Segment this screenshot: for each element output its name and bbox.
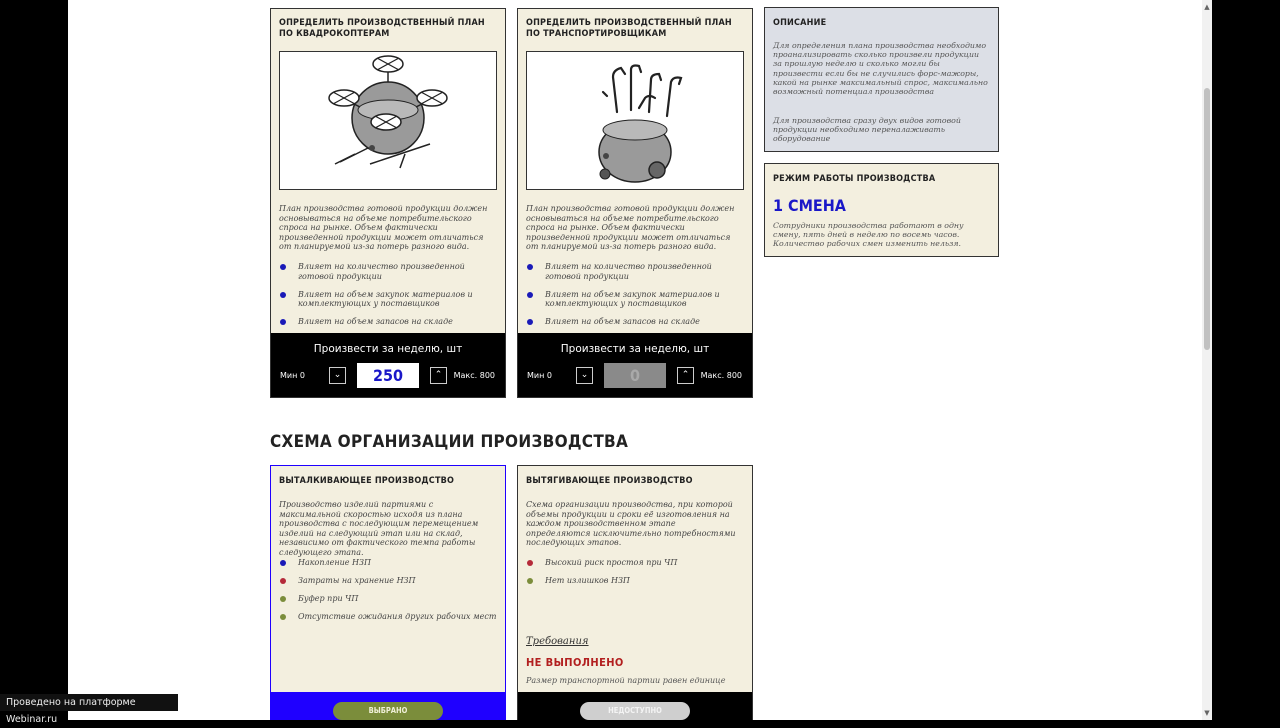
bullet-dot-icon [280, 578, 286, 584]
scheme-card-pull[interactable] [517, 465, 753, 720]
max-label: Макс. 800 [453, 371, 495, 380]
description-panel [764, 7, 999, 152]
chevron-up-icon: ⌃ [434, 370, 443, 380]
plan-card-title: ОПРЕДЕЛИТЬ ПРОИЗВОДСТВЕННЫЙ ПЛАН ПО ТРАНСПОРТИРОВЩИКАМ [526, 18, 732, 39]
bullet-dot-icon [280, 319, 286, 325]
description-paragraph: Для определения плана производства необходимо проанализировать сколько произвели продукции за прошлую неделю и сколько могли бы произвести если бы не случились форс-мажоры, какой на рынке максимальный спрос, максимально возможный потенциал производства [773, 41, 988, 97]
max-label: Макс. 800 [700, 371, 742, 380]
scheme-selected-bar [271, 692, 505, 720]
requirements-status: НЕ ВЫПОЛНЕНО [526, 656, 624, 669]
section-title: СХЕМА ОРГАНИЗАЦИИ ПРОИЗВОДСТВА [270, 432, 629, 452]
description-title: ОПИСАНИЕ [773, 18, 827, 28]
list-item: Влияет на количество произведенной готовой продукции [526, 262, 744, 281]
bullet-dot-icon [527, 560, 533, 566]
scheme-title: ВЫТАЛКИВАЮЩЕЕ ПРОИЗВОДСТВО [279, 476, 455, 486]
bullet-dot-icon [280, 560, 286, 566]
quadcopter-drawing [280, 52, 496, 189]
control-title: Произвести за неделю, шт [313, 343, 463, 355]
plan-description: План производства готовой продукции должен основываться на объеме потребительского спроса на рынке. Объем фактически произведенной продукции может отличаться от планируемой из-за потерь разного вида. [279, 204, 488, 251]
transporter-drawing [527, 52, 743, 189]
bullet-dot-icon [280, 614, 286, 620]
scheme-unavailable-bar [518, 692, 752, 720]
selected-button[interactable]: ВЫБРАНО [333, 702, 443, 720]
list-item: Влияет на объем закупок материалов и комплектующих у поставщиков [526, 290, 744, 309]
scheme-card-push[interactable] [270, 465, 506, 720]
plan-card-quadcopters [270, 8, 506, 398]
plan-bullet-list [526, 262, 744, 335]
decrement-button[interactable] [329, 367, 346, 384]
bullet-dot-icon [280, 596, 286, 602]
list-item: Влияет на объем запасов на складе [279, 317, 497, 327]
list-item: Влияет на объем закупок материалов и комплектующих у поставщиков [279, 290, 497, 309]
list-item: Нет излишков НЗП [526, 576, 744, 586]
decrement-button[interactable] [576, 367, 593, 384]
bullet-dot-icon [527, 292, 533, 298]
quantity-input[interactable]: 0 [604, 363, 666, 388]
chevron-up-icon: ⌃ [681, 370, 690, 380]
list-item: Накопление НЗП [279, 558, 497, 568]
min-label: Мин 0 [527, 371, 552, 380]
plan-card-transporters [517, 8, 753, 398]
increment-button[interactable] [430, 367, 447, 384]
list-item: Высокий риск простоя при ЧП [526, 558, 744, 568]
bullet-dot-icon [280, 264, 286, 270]
webinar-watermark: Проведено на платформе Webinar.ru [0, 694, 178, 711]
increment-button[interactable] [677, 367, 694, 384]
scheme-description: Производство изделий партиями с максимальной скоростью исходя из плана производства с последующим перемещением изделий на следующий этап или на склад, независимо от фактического темпа работы следующего этапа. [279, 500, 479, 557]
bullet-dot-icon [280, 292, 286, 298]
scroll-up-arrow-icon[interactable]: ▲ [1204, 3, 1210, 11]
mode-title: РЕЖИМ РАБОТЫ ПРОИЗВОДСТВА [773, 174, 936, 184]
scheme-description: Схема организации производства, при которой объемы продукции и сроки её изготовления на каждом производственном этапе определяются исключительно потребностями последующих этапов. [526, 500, 736, 547]
scheme-bullet-list [279, 558, 497, 630]
min-label: Мин 0 [280, 371, 305, 380]
mode-description: Сотрудники производства работают в одну смену, пять дней в неделю по восемь часов. Количество рабочих смен изменить нельзя. [773, 221, 964, 249]
production-mode-panel [764, 163, 999, 257]
list-item: Отсутствие ожидания других рабочих мест [279, 612, 497, 622]
scheme-title: ВЫТЯГИВАЮЩЕЕ ПРОИЗВОДСТВО [526, 476, 693, 486]
list-item: Буфер при ЧП [279, 594, 497, 604]
chevron-down-icon: ⌄ [580, 370, 589, 380]
requirements-link[interactable]: Требования [526, 636, 589, 647]
plan-bullet-list [279, 262, 497, 335]
mode-value: 1 СМЕНА [773, 196, 846, 215]
control-title: Произвести за неделю, шт [560, 343, 710, 355]
unavailable-button[interactable]: НЕДОСТУПНО [580, 702, 690, 720]
page [68, 0, 1202, 720]
scroll-down-arrow-icon[interactable]: ▼ [1204, 709, 1210, 717]
bullet-dot-icon [527, 264, 533, 270]
bullet-dot-icon [527, 578, 533, 584]
quantity-input[interactable]: 250 [357, 363, 419, 388]
list-item: Затраты на хранение НЗП [279, 576, 497, 586]
plan-description: План производства готовой продукции должен основываться на объеме потребительского спроса на рынке. Объем фактически произведенной продукции может отличаться от планируемой из-за потерь разного вида. [526, 204, 735, 251]
chevron-down-icon: ⌄ [333, 370, 342, 380]
transporter-illustration [526, 51, 744, 190]
scroll-thumb[interactable] [1204, 88, 1210, 350]
requirements-detail: Размер транспортной партии равен единице [526, 676, 726, 685]
list-item: Влияет на количество произведенной готовой продукции [279, 262, 497, 281]
description-paragraph: Для производства сразу двух видов готовой продукции необходимо переналаживать оборудование [773, 116, 961, 144]
scheme-bullet-list [526, 558, 744, 594]
list-item: Влияет на объем запасов на складе [526, 317, 744, 327]
plan-card-title: ОПРЕДЕЛИТЬ ПРОИЗВОДСТВЕННЫЙ ПЛАН ПО КВАДРОКОПТЕРАМ [279, 18, 485, 39]
quantity-control [271, 333, 505, 397]
quantity-control [518, 333, 752, 397]
vertical-scrollbar[interactable] [1202, 0, 1212, 720]
quadcopter-illustration [279, 51, 497, 190]
bullet-dot-icon [527, 319, 533, 325]
